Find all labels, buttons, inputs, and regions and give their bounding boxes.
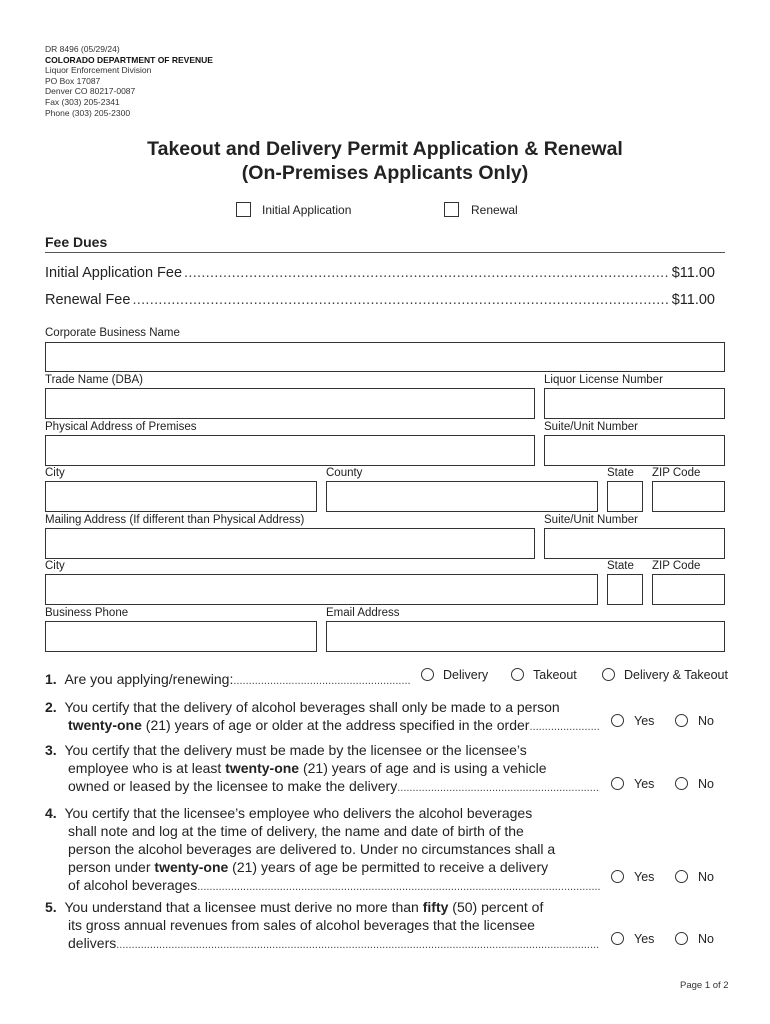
mailing-state-label: State — [607, 560, 634, 572]
trade-name-field[interactable] — [45, 388, 535, 419]
question-text-line: owned or leased by the licensee to make the delivery — [68, 778, 398, 794]
yes-label: Yes — [634, 714, 655, 728]
renewal-fee-amount: $11.00 — [671, 292, 715, 308]
dot-leader — [184, 265, 670, 281]
state-label: State — [607, 467, 634, 479]
initial-fee-row — [45, 265, 715, 281]
question-text-line: (21) years of age be permitted to receive a delivery — [228, 859, 549, 875]
yes-label: Yes — [634, 870, 655, 884]
zip-field[interactable] — [652, 481, 725, 512]
question-number: 1. — [45, 671, 57, 687]
renewal-fee-row — [45, 292, 715, 308]
email-field[interactable] — [326, 621, 725, 652]
fee-divider — [45, 252, 725, 253]
fax-number: Fax (303) 205-2341 — [45, 96, 120, 107]
q3-no-radio[interactable] — [675, 777, 688, 790]
physical-address-field[interactable] — [45, 435, 535, 466]
po-box: PO Box 17087 — [45, 75, 101, 86]
question-text-line: delivers — [68, 935, 117, 951]
division-name: Liquor Enforcement Division — [45, 65, 152, 76]
question-text-line: You certify that the licensee’s employee who delivers the alcohol beverages — [64, 805, 533, 821]
city-label: City — [45, 467, 65, 479]
license-number-field[interactable] — [544, 388, 725, 419]
business-phone-label: Business Phone — [45, 607, 129, 619]
initial-application-checkbox[interactable] — [236, 202, 251, 217]
delivery-takeout-radio[interactable] — [602, 668, 615, 681]
county-field[interactable] — [326, 481, 598, 512]
mailing-city-field[interactable] — [45, 574, 598, 605]
renewal-checkbox[interactable] — [444, 202, 459, 217]
question-text-line: You certify that the delivery must be made by the licensee or the licensee’s — [64, 742, 527, 758]
question-number: 5. — [45, 899, 57, 915]
question-3 — [45, 741, 600, 797]
phone-number: Phone (303) 205-2300 — [45, 107, 131, 118]
question-text-line: its gross annual revenues from sales of alcohol beverages that the licensee — [68, 917, 535, 933]
mailing-zip-label: ZIP Code — [652, 560, 701, 572]
renewal-label: Renewal — [471, 203, 518, 217]
form-id: DR 8496 (05/29/24) — [45, 44, 120, 54]
trade-name-label: Trade Name (DBA) — [45, 374, 143, 386]
mailing-address-label: Mailing Address (If different than Physical Address) — [45, 514, 305, 526]
question-2 — [45, 698, 600, 736]
license-number-label: Liquor License Number — [544, 374, 663, 386]
suite-label: Suite/Unit Number — [544, 421, 638, 433]
city-line: Denver CO 80217-0087 — [45, 86, 136, 97]
question-text: Are you applying/renewing: — [64, 671, 234, 687]
question-text-line: (21) years of age or older at the address specified in the order — [141, 717, 530, 733]
corporate-name-label: Corporate Business Name — [45, 327, 180, 339]
question-text-line: You certify that the delivery of alcohol beverages shall only be made to a person — [64, 699, 560, 715]
q4-yes-radio[interactable] — [611, 870, 624, 883]
takeout-label: Takeout — [533, 668, 577, 682]
business-phone-field[interactable] — [45, 621, 317, 652]
county-label: County — [326, 467, 363, 479]
department-name: COLORADO DEPARTMENT OF REVENUE — [45, 54, 213, 65]
dot-leader — [116, 936, 600, 954]
question-number: 3. — [45, 742, 57, 758]
q5-no-radio[interactable] — [675, 932, 688, 945]
yes-label: Yes — [634, 932, 655, 946]
question-number: 2. — [45, 699, 57, 715]
initial-fee-label: Initial Application Fee — [45, 265, 183, 281]
question-text-line: shall note and log at the time of delivery, the name and date of birth of the — [68, 823, 524, 839]
mailing-city-label: City — [45, 560, 65, 572]
question-5 — [45, 898, 600, 954]
zip-label: ZIP Code — [652, 467, 701, 479]
question-text-line: of alcohol beverages — [68, 877, 198, 893]
mailing-zip-field[interactable] — [652, 574, 725, 605]
bold-term: twenty-one — [225, 760, 300, 776]
dot-leader — [197, 878, 600, 896]
delivery-takeout-label: Delivery & Takeout — [624, 668, 728, 682]
q2-no-radio[interactable] — [675, 714, 688, 727]
mailing-state-field[interactable] — [607, 574, 643, 605]
question-text-line: person the alcohol beverages are delivered to. Under no circumstances shall a — [68, 841, 556, 857]
question-text-line: employee who is at least — [68, 760, 226, 776]
state-field[interactable] — [607, 481, 643, 512]
mailing-suite-field[interactable] — [544, 528, 725, 559]
q2-yes-radio[interactable] — [611, 714, 624, 727]
agency-header — [45, 44, 213, 118]
mailing-suite-label: Suite/Unit Number — [544, 514, 638, 526]
delivery-label: Delivery — [443, 668, 489, 682]
question-text-line: (50) percent of — [448, 899, 544, 915]
takeout-radio[interactable] — [511, 668, 524, 681]
page-number: Page 1 of 2 — [680, 980, 729, 991]
question-4 — [45, 804, 600, 896]
question-1 — [45, 670, 410, 690]
dot-leader — [397, 779, 600, 797]
bold-term: twenty-one — [68, 717, 142, 733]
renewal-fee-label: Renewal Fee — [45, 292, 131, 308]
email-label: Email Address — [326, 607, 400, 619]
no-label: No — [698, 870, 714, 884]
mailing-address-field[interactable] — [45, 528, 535, 559]
q3-yes-radio[interactable] — [611, 777, 624, 790]
initial-application-label: Initial Application — [262, 203, 352, 217]
question-text-line: You understand that a licensee must derive no more than — [64, 899, 423, 915]
form-title: Takeout and Delivery Permit Application & Renewal — [147, 138, 623, 160]
physical-address-label: Physical Address of Premises — [45, 421, 197, 433]
dot-leader — [132, 292, 669, 308]
suite-field[interactable] — [544, 435, 725, 466]
q5-yes-radio[interactable] — [611, 932, 624, 945]
no-label: No — [698, 777, 714, 791]
city-field[interactable] — [45, 481, 317, 512]
corporate-name-field[interactable] — [45, 342, 725, 372]
delivery-radio[interactable] — [421, 668, 434, 681]
q4-no-radio[interactable] — [675, 870, 688, 883]
no-label: No — [698, 932, 714, 946]
bold-term: twenty-one — [154, 859, 229, 875]
question-text-line: (21) years of age and is using a vehicle — [299, 760, 547, 776]
bold-term: fifty — [422, 899, 449, 915]
question-text-line: person under — [68, 859, 155, 875]
fee-dues-heading: Fee Dues — [45, 234, 108, 250]
no-label: No — [698, 714, 714, 728]
yes-label: Yes — [634, 777, 655, 791]
question-number: 4. — [45, 805, 57, 821]
dot-leader — [529, 718, 600, 736]
initial-fee-amount: $11.00 — [671, 265, 715, 281]
form-subtitle: (On-Premises Applicants Only) — [241, 162, 529, 184]
dot-leader — [233, 672, 410, 690]
